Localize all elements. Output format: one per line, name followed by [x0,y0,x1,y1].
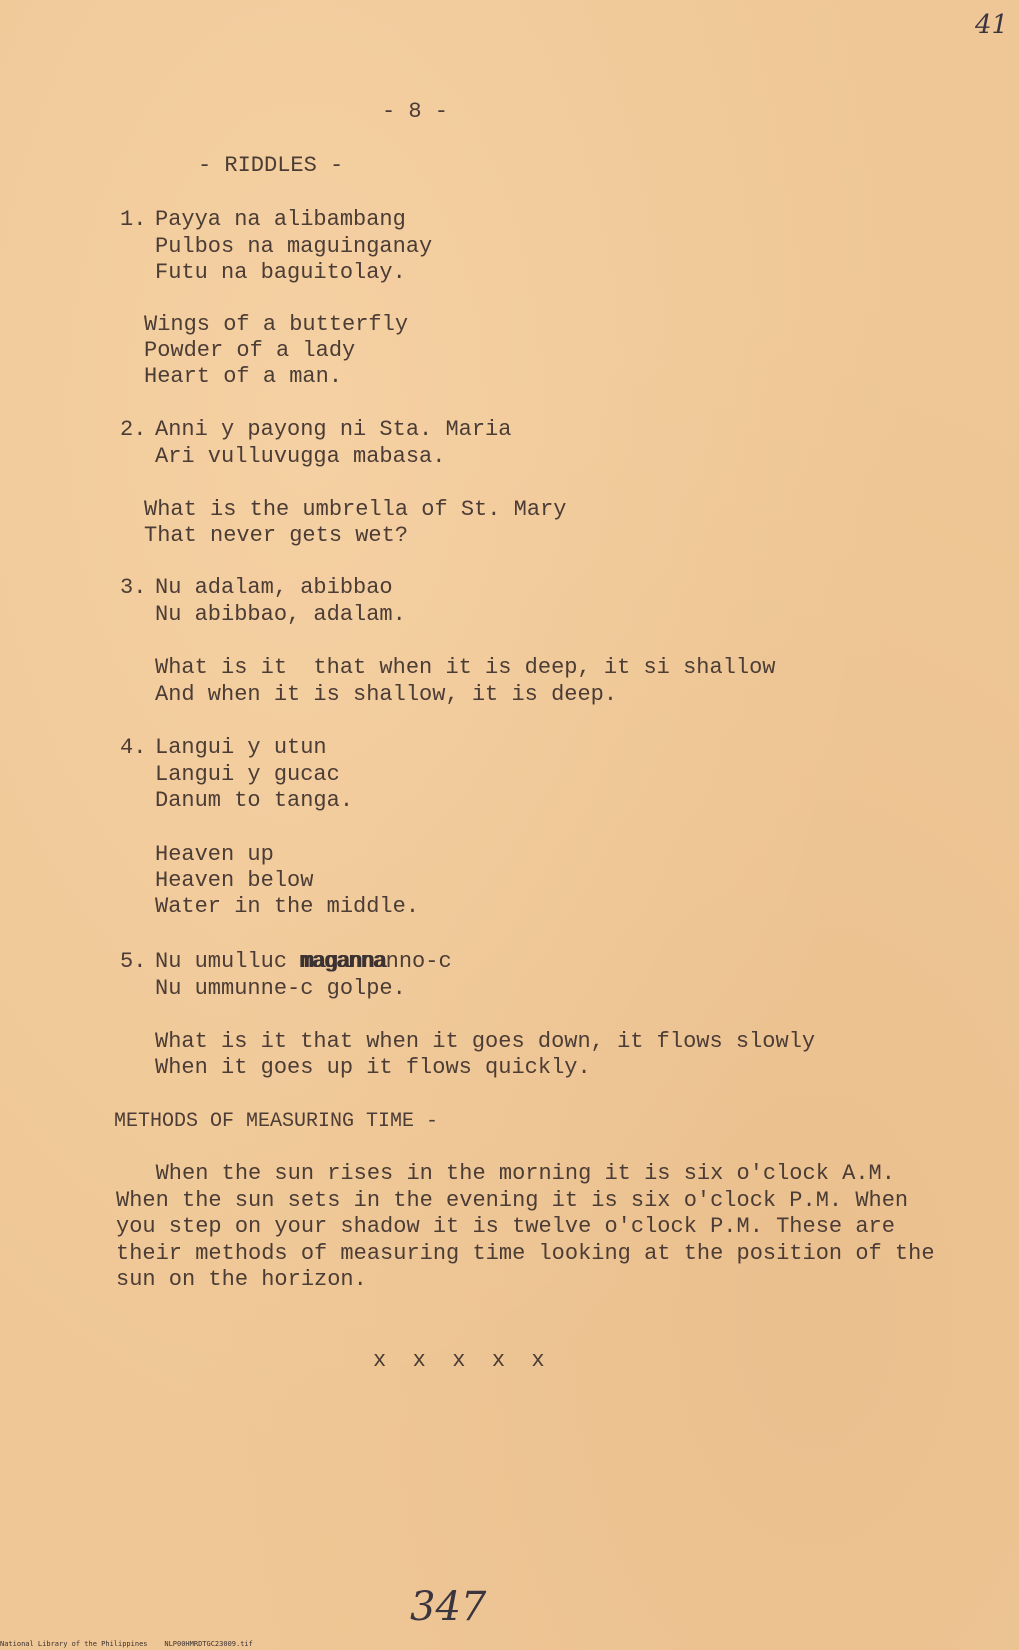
riddle-5-original-suffix: nno-c [385,949,452,974]
methods-paragraph-line-1: When the sun rises in the morning it is six o'clock A.M. [116,1161,895,1186]
riddle-1-number: 1. [120,207,147,232]
methods-paragraph-line-4: their methods of measuring time looking at the position of the [116,1241,935,1266]
riddle-1-original-line-3: Futu na baguitolay. [155,260,406,285]
methods-paragraph-line-2: When the sun sets in the evening it is six o'clock P.M. When [116,1188,909,1213]
riddle-1-translation-line-3: Heart of a man. [144,364,343,389]
riddle-5-struck-word: maganna [300,949,386,974]
corner-mark: 41 [975,10,1009,40]
riddle-1-original-line-1: Payya na alibambang [155,207,406,232]
riddle-3-number: 3. [120,575,147,600]
riddle-4-original-line-3: Danum to tanga. [155,788,354,813]
riddle-4-translation-line-3: Water in the middle. [155,894,420,919]
riddle-2-original-line-1: Anni y payong ni Sta. Maria [155,417,512,442]
riddle-2-original-line-2: Ari vulluvugga mabasa. [155,444,446,469]
riddle-4-translation-line-2: Heaven below [155,868,314,893]
riddle-5-original-line-1 [155,948,452,975]
archive-footer: National Library of the Philippines NLP00HMRDTGC23009.tif [0,1640,253,1648]
riddle-5-translation-line-1: What is it that when it goes down, it flows slowly [155,1029,816,1054]
riddle-3-original-line-1: Nu adalam, abibbao [155,575,393,600]
methods-paragraph-line-5: sun on the horizon. [116,1267,367,1292]
riddle-3-translation-line-2: And when it is shallow, it is deep. [155,682,618,707]
riddle-4-original-line-1: Langui y utun [155,735,327,760]
riddle-4-original-line-2: Langui y gucac [155,762,340,787]
methods-heading: METHODS OF MEASURING TIME - [114,1110,439,1133]
riddle-5-original-prefix: Nu umulluc [155,949,301,974]
riddle-4-number: 4. [120,735,147,760]
handwritten-page-number: 347 [410,1584,487,1630]
riddle-5-original-line-2: Nu ummunne-c golpe. [155,976,406,1001]
riddle-1-translation-line-2: Powder of a lady [144,338,356,363]
end-marks: x x x x x [373,1348,545,1373]
riddle-3-translation-line-1: What is it that when it is deep, it si shallow [155,655,776,680]
riddle-1-translation-line-1: Wings of a butterfly [144,312,409,337]
riddle-2-translation-line-1: What is the umbrella of St. Mary [144,497,567,522]
riddle-4-translation-line-1: Heaven up [155,842,274,867]
page-number: - 8 - [382,99,449,124]
section-title: - RIDDLES - [198,153,344,178]
riddle-5-number: 5. [120,949,147,974]
riddle-2-translation-line-2: That never gets wet? [144,523,409,548]
riddle-5-translation-line-2: When it goes up it flows quickly. [155,1055,591,1080]
methods-paragraph-line-3: you step on your shadow it is twelve o'clock P.M. These are [116,1214,895,1239]
riddle-1-original-line-2: Pulbos na maguinganay [155,234,433,259]
riddle-3-original-line-2: Nu abibbao, adalam. [155,602,406,627]
riddle-2-number: 2. [120,417,147,442]
